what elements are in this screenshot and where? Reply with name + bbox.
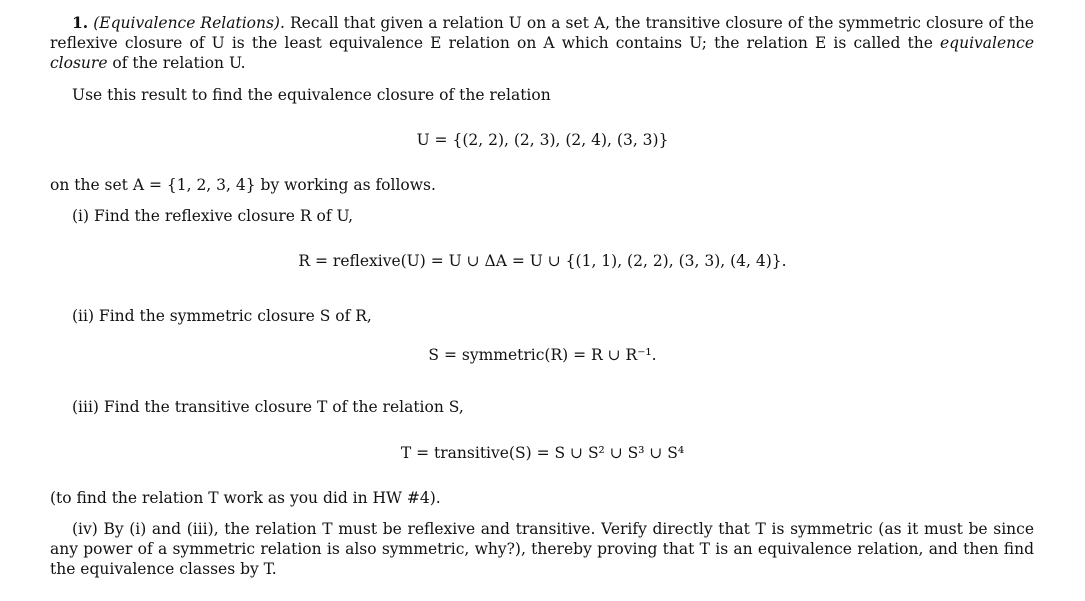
problem-number: 1. (72, 13, 89, 32)
step-ii-text: (ii) Find the symmetric closure S of R, (72, 307, 372, 325)
problem-title: (Equivalence Relations). (93, 14, 285, 32)
step-i-text: (i) Find the reflexive closure R of U, (72, 207, 354, 225)
hw-note-line: (to find the relation T work as you did in HW #4). (50, 489, 441, 507)
step-iii-equation: T = transitive(S) = S ∪ S² ∪ S³ ∪ S⁴ (400, 444, 685, 462)
problem-intro-text-a: Recall that given a relation U on a set A, the transitive closure of the symmetric closure of the reflexive closure of U is the least equivalence E relation on A which contains U; the relation E is called the (50, 14, 1034, 52)
set-definition-line: on the set A = {1, 2, 3, 4} by working as follows. (50, 176, 436, 194)
use-result-line: Use this result to find the equivalence closure of the relation (72, 86, 551, 104)
step-iii-text: (iii) Find the transitive closure T of the relation S, (72, 398, 464, 416)
step-i-equation: R = reflexive(U) = U ∪ ΔA = U ∪ {(1, 1), (2, 2), (3, 3), (4, 4)}. (298, 252, 787, 270)
step-iv-paragraph: (iv) By (i) and (iii), the relation T must be reflexive and transitive. Verify directly that T is symmetric (as it must be since any power of a symmetric relation is also symmetric, why?), thereby proving that T is an equivalence relation, and then find the equivalence classes by T. (50, 520, 1034, 578)
step-ii-equation: S = symmetric(R) = R ∪ R⁻¹. (428, 346, 657, 364)
problem-intro-text-b: of the relation U. (107, 54, 246, 72)
equivalence-closure-term: equivalence closure (50, 34, 1034, 72)
problem-intro-paragraph (50, 13, 1034, 73)
relation-equation: U = {(2, 2), (2, 3), (2, 4), (3, 3)} (416, 131, 669, 149)
